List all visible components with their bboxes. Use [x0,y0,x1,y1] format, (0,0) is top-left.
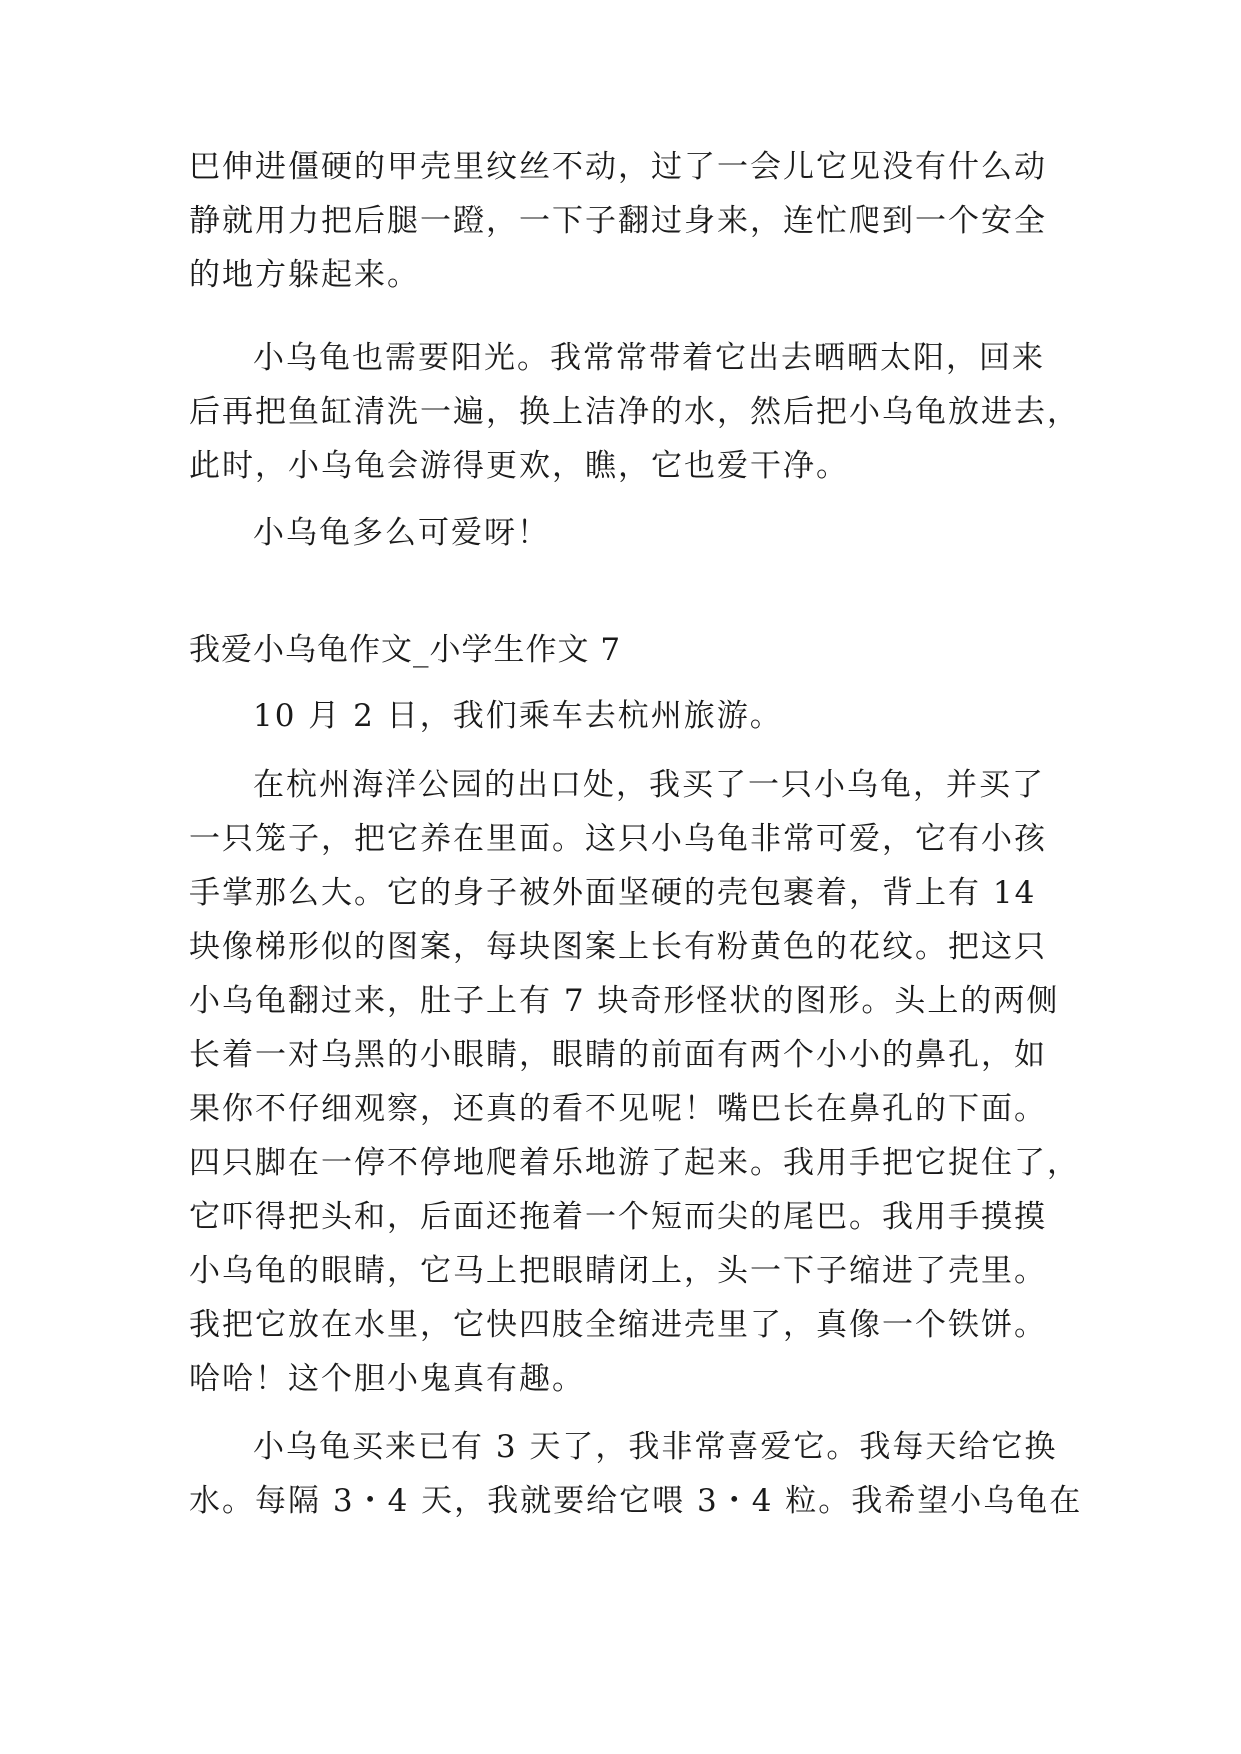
text-line: 的地方躲起来。 [189,257,420,293]
text-line: 小乌龟翻过来，肚子上有 7 块奇形怪状的图形。头上的两侧 [189,983,1060,1019]
text-line: 长着一对乌黑的小眼睛，眼睛的前面有两个小小的鼻孔，如 [189,1037,1047,1073]
text-line: 在杭州海洋公园的出口处，我买了一只小乌龟，并买了 [253,767,1045,803]
text-line: 果你不仔细观察，还真的看不见呢！嘴巴长在鼻孔的下面。 [189,1091,1047,1127]
text-line: 小乌龟也需要阳光。我常常带着它出去晒晒太阳，回来 [253,340,1045,376]
text-line: 我把它放在水里，它快四肢全缩进壳里了，真像一个铁饼。 [189,1307,1047,1343]
text-line: 静就用力把后腿一蹬，一下子翻过身来，连忙爬到一个安全 [189,203,1047,239]
text-line: 此时，小乌龟会游得更欢，瞧，它也爱干净。 [189,448,849,484]
text-line: 水。每隔 3・4 天，我就要给它喂 3・4 粒。我希望小乌龟在 [189,1483,1083,1519]
text-line: 哈哈！这个胆小鬼真有趣。 [189,1361,585,1397]
text-line: 10 月 2 日，我们乘车去杭州旅游。 [253,698,783,734]
text-line: 一只笼子，把它养在里面。这只小乌龟非常可爱，它有小孩 [189,821,1047,857]
text-line: 它吓得把头和，后面还拖着一个短而尖的尾巴。我用手摸摸 [189,1199,1047,1235]
section-title: 我爱小乌龟作文_小学生作文 7 [189,632,622,668]
text-line: 小乌龟多么可爱呀！ [253,515,550,551]
text-line: 块像梯形似的图案，每块图案上长有粉黄色的花纹。把这只 [189,929,1047,965]
text-line: 小乌龟买来已有 3 天了，我非常喜爱它。我每天给它换 [253,1429,1058,1465]
text-line: 巴伸进僵硬的甲壳里纹丝不动，过了一会儿它见没有什么动 [189,149,1047,185]
text-line: 后再把鱼缸清洗一遍，换上洁净的水，然后把小乌龟放进去， [189,394,1080,430]
text-line: 小乌龟的眼睛，它马上把眼睛闭上，头一下子缩进了壳里。 [189,1253,1047,1289]
text-line: 手掌那么大。它的身子被外面坚硬的壳包裹着，背上有 14 [189,875,1037,911]
text-line: 四只脚在一停不停地爬着乐地游了起来。我用手把它捉住了， [189,1145,1080,1181]
